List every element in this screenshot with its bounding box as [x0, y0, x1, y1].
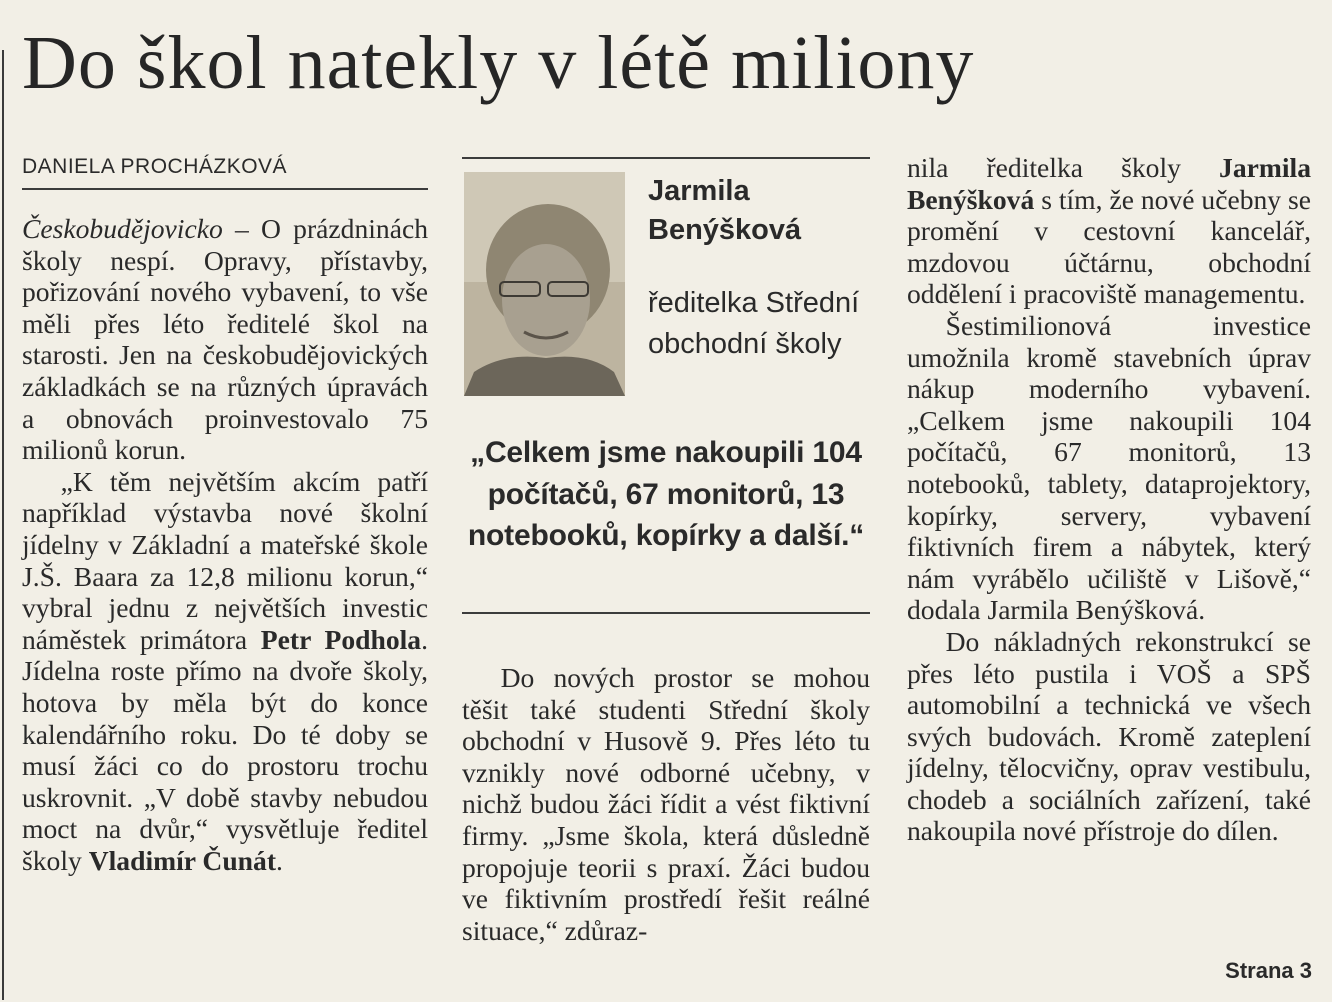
paragraph-2-end: . [276, 844, 283, 876]
headline: Do škol natekly v létě miliony [22, 21, 975, 105]
author-byline: DANIELA PROCHÁZKOVÁ [22, 155, 428, 190]
sidebar-person-name: Jarmila Benýšková [648, 175, 802, 246]
article-column-3 [907, 152, 1311, 847]
paragraph-4-text: nila ředitelka školy [907, 152, 1220, 183]
left-edge-rule [2, 50, 4, 1000]
paragraph-1 [22, 213, 428, 466]
person-name-cunat: Vladimír Čunát [88, 844, 277, 876]
paragraph-2-text: „K těm největším akcím patří například výstavba nové školní jídelny v Základní a mateřské škole J.Š. Baara za 12,8 milionu korun,“ vybral jednu z největších investic náměstek primátora [22, 465, 428, 655]
article-column-2 [462, 662, 870, 946]
paragraph-4 [907, 152, 1311, 310]
article-column-1 [22, 213, 428, 876]
person-name-podhola: Petr Podhola [260, 623, 422, 655]
sidebar-bottom-rule [462, 612, 870, 614]
person-name-benyskova: Jarmila Benýšková [907, 152, 1311, 215]
page-reference: Strana 3 [1225, 958, 1312, 983]
portrait-image [464, 172, 625, 396]
pull-quote: „Celkem jsme nakoupili 104 počítačů, 67 monitorů, 13 notebooků, kopírky a další.“ [467, 436, 865, 552]
paragraph-5: Šestimilionová investice umožnila kromě stavebních úprav nákup moderního vybavení. „Celkem jsme nakoupili 104 počítačů, 67 monitorů, 13 notebooků, tablety, dataprojektory, kopírky, servery, vybavení fiktivních firem a nábytek, který nám vyrábělo učiliště v Lišově,“ dodala Jarmila Benýšková. [907, 309, 1311, 626]
dateline-place: Českobudějovicko [22, 213, 223, 244]
paragraph-1-text: – O prázdninách školy nespí. Opravy, přístavby, pořizování nového vybavení, to vše měli přes léto ředitelé škol na starosti. Jen na českobudějovických základkách se na různých úpravách a obnovách proinvestovalo 75 milionů korun. [22, 213, 428, 466]
portrait-photo [464, 172, 625, 396]
paragraph-2 [22, 466, 428, 877]
paragraph-6: Do nákladných rekonstrukcí se přes léto pustila i VOŠ a SPŠ automobilní a technická ve všech svých budovách. Kromě zateplení jídelny, tělocvičny, oprav vestibulu, chodeb a sociálních zařízení, také nakoupila nové přístroje do dílen. [907, 625, 1311, 847]
paragraph-2-text-cont: . Jídelna roste přímo na dvoře školy, hotova by měla být do konce kalendářního roku. Do té doby se musí žáci co do prostoru trochu uskrovnit. „V době stavby nebudou moct na dvůr,“ vysvětluje ředitel školy [22, 623, 429, 876]
paragraph-4-text-cont: s tím, že nové učebny se promění v cestovní kancelář, mzdovou účtárnu, obchodní oddělení i pracoviště managementu. [907, 183, 1311, 310]
paragraph-3: Do nových prostor se mohou těšit také studenti Střední školy obchodní v Husově 9. Přes léto tu vznikly nové odborné učebny, v nichž budou žáci řídit a vést fiktivní firmy. „Jsme škola, která důsledně propojuje teorii s praxí. Žáci budou ve fiktivním prostředí řešit reálné situace,“ zdůraz- [462, 662, 870, 946]
sidebar-person-role: ředitelka Střední obchodní školy [648, 287, 860, 360]
sidebar-top-rule [462, 157, 870, 159]
